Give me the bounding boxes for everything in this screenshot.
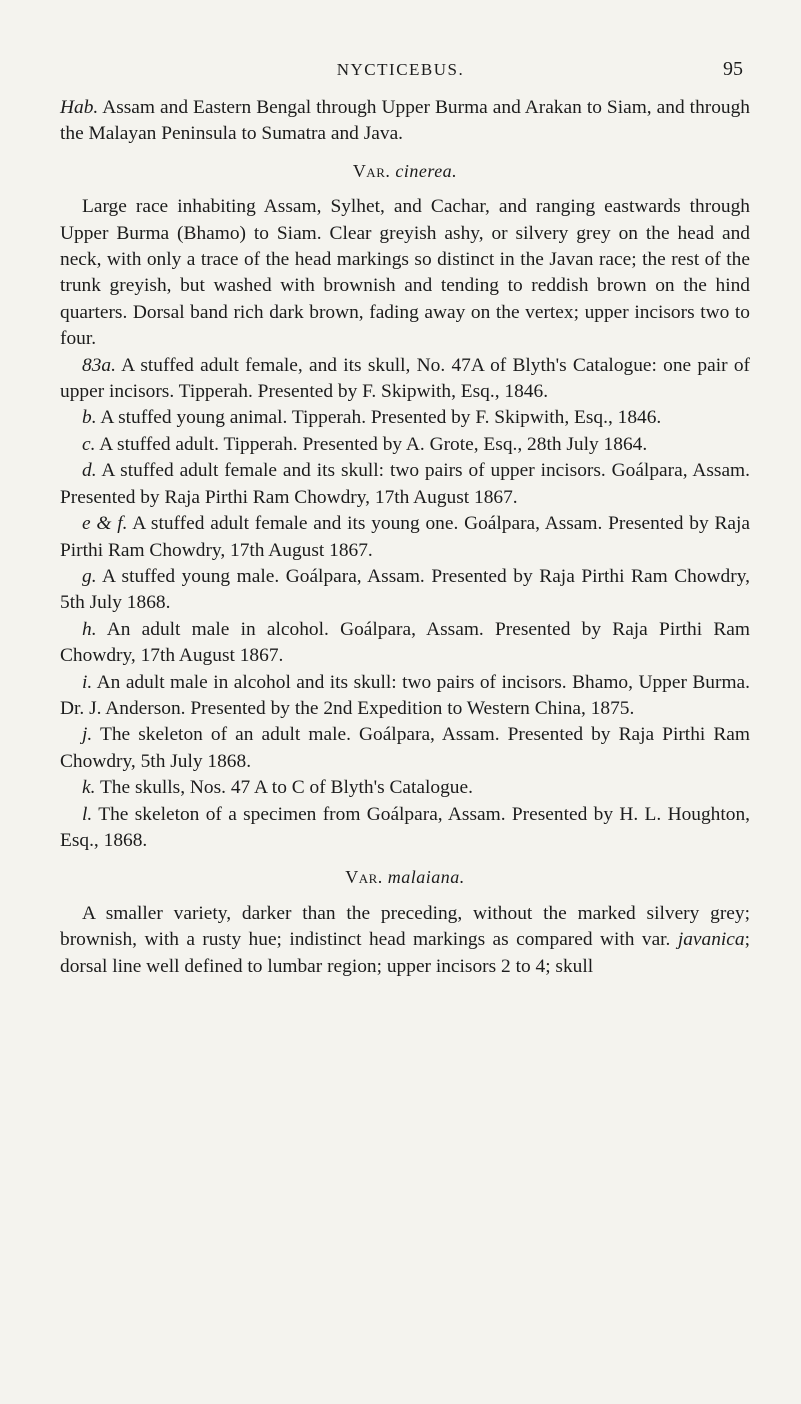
specimen-letter: l. [82, 803, 93, 825]
specimen-entry [60, 458, 750, 511]
specimen-text: A stuffed adult. Tipperah. Presented by A. Grote, Esq., 28th July 1864. [95, 433, 648, 455]
specimen-letter: j. [82, 724, 93, 746]
variety-heading-malaiana [60, 864, 750, 890]
specimen-entry [60, 511, 750, 564]
specimen-letter: 83a. [82, 354, 116, 376]
specimen-text: A stuffed young animal. Tipperah. Presented by F. Skipwith, Esq., 1846. [96, 407, 662, 429]
specimen-letter: i. [82, 671, 93, 693]
habitat-text: Assam and Eastern Bengal through Upper Burma and Arakan to Siam, and through the Malayan Peninsula to Sumatra and Java. [60, 97, 750, 145]
variety-heading-cinerea [60, 158, 750, 184]
specimen-entry [60, 432, 750, 458]
specimen-text: A stuffed adult female and its young one. Goálpara, Assam. Presented by Raja Pirthi Ram Chowdry, 17th August 1867. [60, 513, 750, 561]
variety-name: cinerea. [395, 160, 458, 181]
habitat-paragraph [60, 95, 750, 148]
variety-label: Var. [352, 160, 391, 181]
running-head [0, 60, 801, 90]
variety-label: Var. [345, 867, 383, 888]
specimen-text: The skeleton of an adult male. Goálpara, Assam. Presented by Raja Pirthi Ram Chowdry, 5th July 1868. [60, 724, 750, 772]
running-title: NYCTICEBUS. [336, 60, 465, 79]
specimen-letter: c. [82, 433, 96, 455]
malaiana-description [60, 901, 750, 980]
malaiana-text-after: ; dorsal line well defined to lumbar region; upper incisors 2 to 4; skull [60, 929, 750, 977]
specimen-text: The skulls, Nos. 47 A to C of Blyth's Catalogue. [95, 777, 473, 799]
variety-name: malaiana. [387, 867, 465, 888]
specimen-entry [60, 802, 750, 855]
habitat-label: Hab. [60, 97, 99, 118]
specimen-entry [60, 564, 750, 617]
specimen-entry [60, 775, 750, 801]
page-number: 95 [723, 58, 743, 80]
specimen-entry [60, 670, 750, 723]
cinerea-description: Large race inhabiting Assam, Sylhet, and Cachar, and ranging eastwards through Upper Burma (Bhamo) to Siam. Clear greyish ashy, or silvery grey on the head and neck, with only a trace of the head markings so distinct in the Javan race; the rest of the trunk greyish, but washed with brownish and tending to reddish brown on the hind quarters. Dorsal band rich dark brown, fading away on the vertex; upper incisors two to four. [60, 196, 750, 350]
specimen-letter: e & f. [82, 513, 128, 535]
specimen-entry [60, 405, 750, 431]
specimen-text: A stuffed adult female, and its skull, No. 47A of Blyth's Catalogue: one pair of upper incisors. Tipperah. Presented by F. Skipwith, Esq., 1846. [60, 354, 750, 403]
malaiana-text-italic: javanica [677, 929, 745, 951]
specimen-letter: k. [82, 777, 96, 799]
specimen-text: A stuffed adult female and its skull: two pairs of upper incisors. Goálpara, Assam. Presented by Raja Pirthi Ram Chowdry, 17th August 1867. [60, 460, 750, 508]
specimen-letter: b. [82, 407, 97, 429]
body-text [60, 95, 750, 980]
specimen-letter: h. [82, 618, 97, 640]
specimen-text: An adult male in alcohol. Goálpara, Assam. Presented by Raja Pirthi Ram Chowdry, 17th August 1867. [60, 618, 750, 667]
specimen-entry [60, 617, 750, 670]
specimen-letter: g. [82, 565, 97, 587]
specimen-entry [60, 722, 750, 775]
specimen-text: The skeleton of a specimen from Goálpara, Assam. Presented by H. L. Houghton, Esq., 1868. [60, 803, 750, 851]
specimen-text: A stuffed young male. Goálpara, Assam. Presented by Raja Pirthi Ram Chowdry, 5th July 1868. [60, 565, 750, 614]
malaiana-text-before: A smaller variety, darker than the preceding, without the marked silvery grey; brownish, with a rusty hue; indistinct head markings as compared with var. [60, 902, 750, 951]
specimen-text: An adult male in alcohol and its skull: two pairs of incisors. Bhamo, Upper Burma. Dr. J. Anderson. Presented by the 2nd Expedition to Western China, 1875. [60, 671, 750, 719]
specimen-entry [60, 353, 750, 406]
specimen-letter: d. [82, 460, 97, 482]
